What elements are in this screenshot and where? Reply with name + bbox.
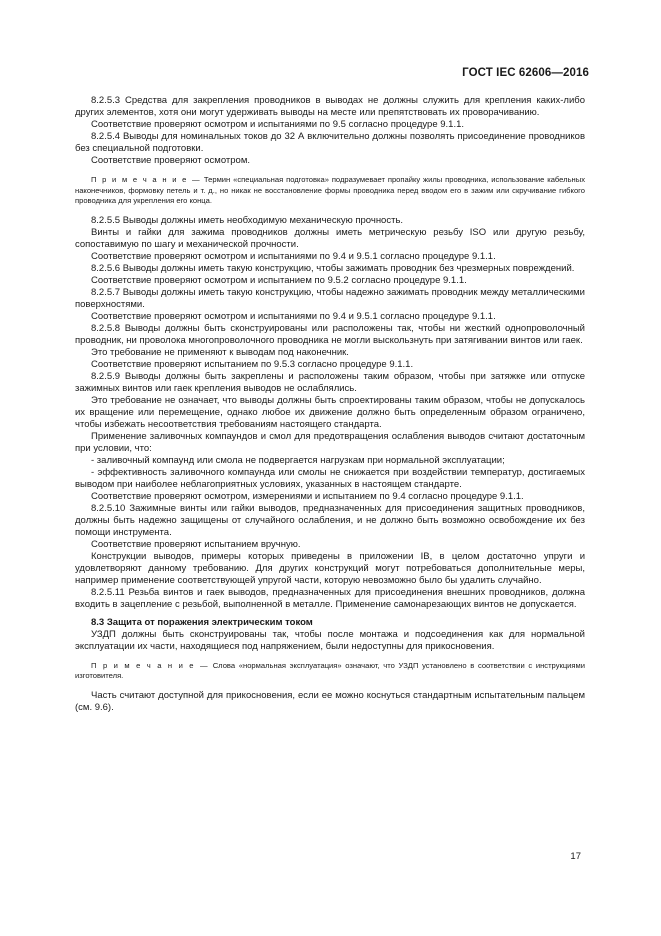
note-label: П р и м е ч а н и е — bbox=[91, 175, 202, 184]
list-item: - заливочный компаунд или смола не подвергается нагрузкам при нормальной эксплуатации; bbox=[91, 454, 505, 466]
paragraph: 8.2.5.3 Средства для закрепления проводников в выводах не должны служить для крепления каких-либо других элементов, хотя они могут удерживать выводы на месте или препятствовать их проворачиванию. bbox=[75, 95, 585, 118]
paragraph: Соответствие проверяют испытанием по 9.5.3 согласно процедуре 9.1.1. bbox=[91, 358, 414, 370]
paragraph: 8.2.5.7 Выводы должны иметь такую конструкцию, чтобы надежно зажимать проводник между металлическими поверхностями. bbox=[75, 286, 585, 310]
paragraph: 8.2.5.4 Выводы для номинальных токов до 32 А включительно должны позволять присоединение проводников без специальной подготовки. bbox=[75, 131, 585, 154]
paragraph: Соответствие проверяют осмотром и испытаниями по 9.4 и 9.5.1 согласно процедуре 9.1.1. bbox=[91, 310, 496, 322]
paragraph: 8.2.5.6 Выводы должны иметь такую конструкцию, чтобы зажимать проводник без чрезмерных повреждений. bbox=[91, 262, 575, 274]
note bbox=[75, 175, 585, 207]
paragraph: 8.2.5.10 Зажимные винты или гайки выводов, предназначенных для присоединения защитных проводников, должны быть надежно защищены от случайного ослабления, и не должно быть возможно освобождение их без помощи инструмента. bbox=[75, 502, 585, 538]
paragraph: 8.2.5.8 Выводы должны быть сконструированы или расположены так, чтобы ни жесткий однопроволочный проводник, ни проволока многопроволочного проводника не могли выскользнуть при затягивании винтов или гаек. bbox=[75, 322, 585, 346]
section-heading: 8.3 Защита от поражения электрическим током bbox=[91, 616, 313, 628]
body-text bbox=[75, 95, 585, 714]
paragraph: Винты и гайки для зажима проводников должны иметь метрическую резьбу ISO или другую резьбу, сопоставимую по шагу и механической прочности. bbox=[75, 226, 585, 250]
paragraph: Соответствие проверяют осмотром. bbox=[91, 155, 250, 166]
paragraph: Это требование не означает, что выводы должны быть спроектированы таким образом, чтобы не допускалось их вращение или перемещение, однако любое их движение должно быть определенным образом ограничено, чтобы избежать несоответствия требованиям настоящего стандарта. bbox=[75, 394, 585, 430]
paragraph: Соответствие проверяют осмотром и испытаниями по 9.5 согласно процедуре 9.1.1. bbox=[91, 119, 465, 130]
note-text: Термин «специальная подготовка» подразумевает пропайку жилы проводника, использование кабельных наконечников, формовку петель и т. д., но никак не восстановление формы проводника перед вводом его в зажим или скручивание гибкого проводника для укрепления его конца. bbox=[75, 175, 585, 205]
note bbox=[75, 661, 585, 682]
paragraph: УЗДП должны быть сконструированы так, чтобы после монтажа и подсоединения как для нормальной эксплуатации их части, находящиеся под напряжением, были недоступны для прикосновения. bbox=[75, 628, 585, 652]
standard-header: ГОСТ IEC 62606—2016 bbox=[462, 67, 589, 79]
paragraph: Часть считают доступной для прикосновения, если ее можно коснуться стандартным испытательным пальцем (см. 9.6). bbox=[75, 689, 585, 713]
paragraph: Соответствие проверяют осмотром и испытаниями по 9.4 и 9.5.1 согласно процедуре 9.1.1. bbox=[91, 250, 496, 262]
paragraph: 8.2.5.11 Резьба винтов и гаек выводов, предназначенных для присоединения внешних проводников, должна входить в зацепление с резьбой, выполненной в металле. Применение самонарезающих винтов не допускается. bbox=[75, 586, 585, 610]
note-text: Слова «нормальная эксплуатация» означают, что УЗДП установлено в соответствии с инструкциями изготовителя. bbox=[75, 660, 585, 680]
paragraph: Применение заливочных компаундов и смол для предотвращения ослабления выводов считают достаточным при условии, что: bbox=[75, 430, 585, 454]
paragraph: Соответствие проверяют испытанием вручную. bbox=[91, 538, 301, 550]
note-label: П р и м е ч а н и е — bbox=[91, 660, 210, 670]
paragraph: Соответствие проверяют осмотром и испытанием по 9.5.2 согласно процедуре 9.1.1. bbox=[91, 274, 467, 286]
paragraph: Это требование не применяют к выводам под наконечник. bbox=[91, 346, 349, 358]
paragraph: 8.2.5.5 Выводы должны иметь необходимую механическую прочность. bbox=[91, 214, 404, 226]
paragraph: 8.2.5.9 Выводы должны быть закреплены и расположены таким образом, чтобы при затяжке или отпуске зажимных винтов или гаек крепления выводов не ослаблялись. bbox=[75, 370, 585, 394]
paragraph: Соответствие проверяют осмотром, измерениями и испытанием по 9.4 согласно процедуре 9.1.1. bbox=[91, 490, 524, 502]
page-number: 17 bbox=[570, 851, 581, 862]
list-item: - эффективность заливочного компаунда или смолы не снижается при воздействии температур, достигаемых выводом при наиболее неблагоприятных условиях, указанных в настоящем стандарте. bbox=[75, 466, 585, 490]
paragraph: Конструкции выводов, примеры которых приведены в приложении IB, в целом достаточно упруги и удовлетворяют данному требованию. Для других конструкций могут потребоваться дополнительные меры, например применение соответствующей упругой части, которую невозможно было бы удалить случайно. bbox=[75, 550, 585, 586]
